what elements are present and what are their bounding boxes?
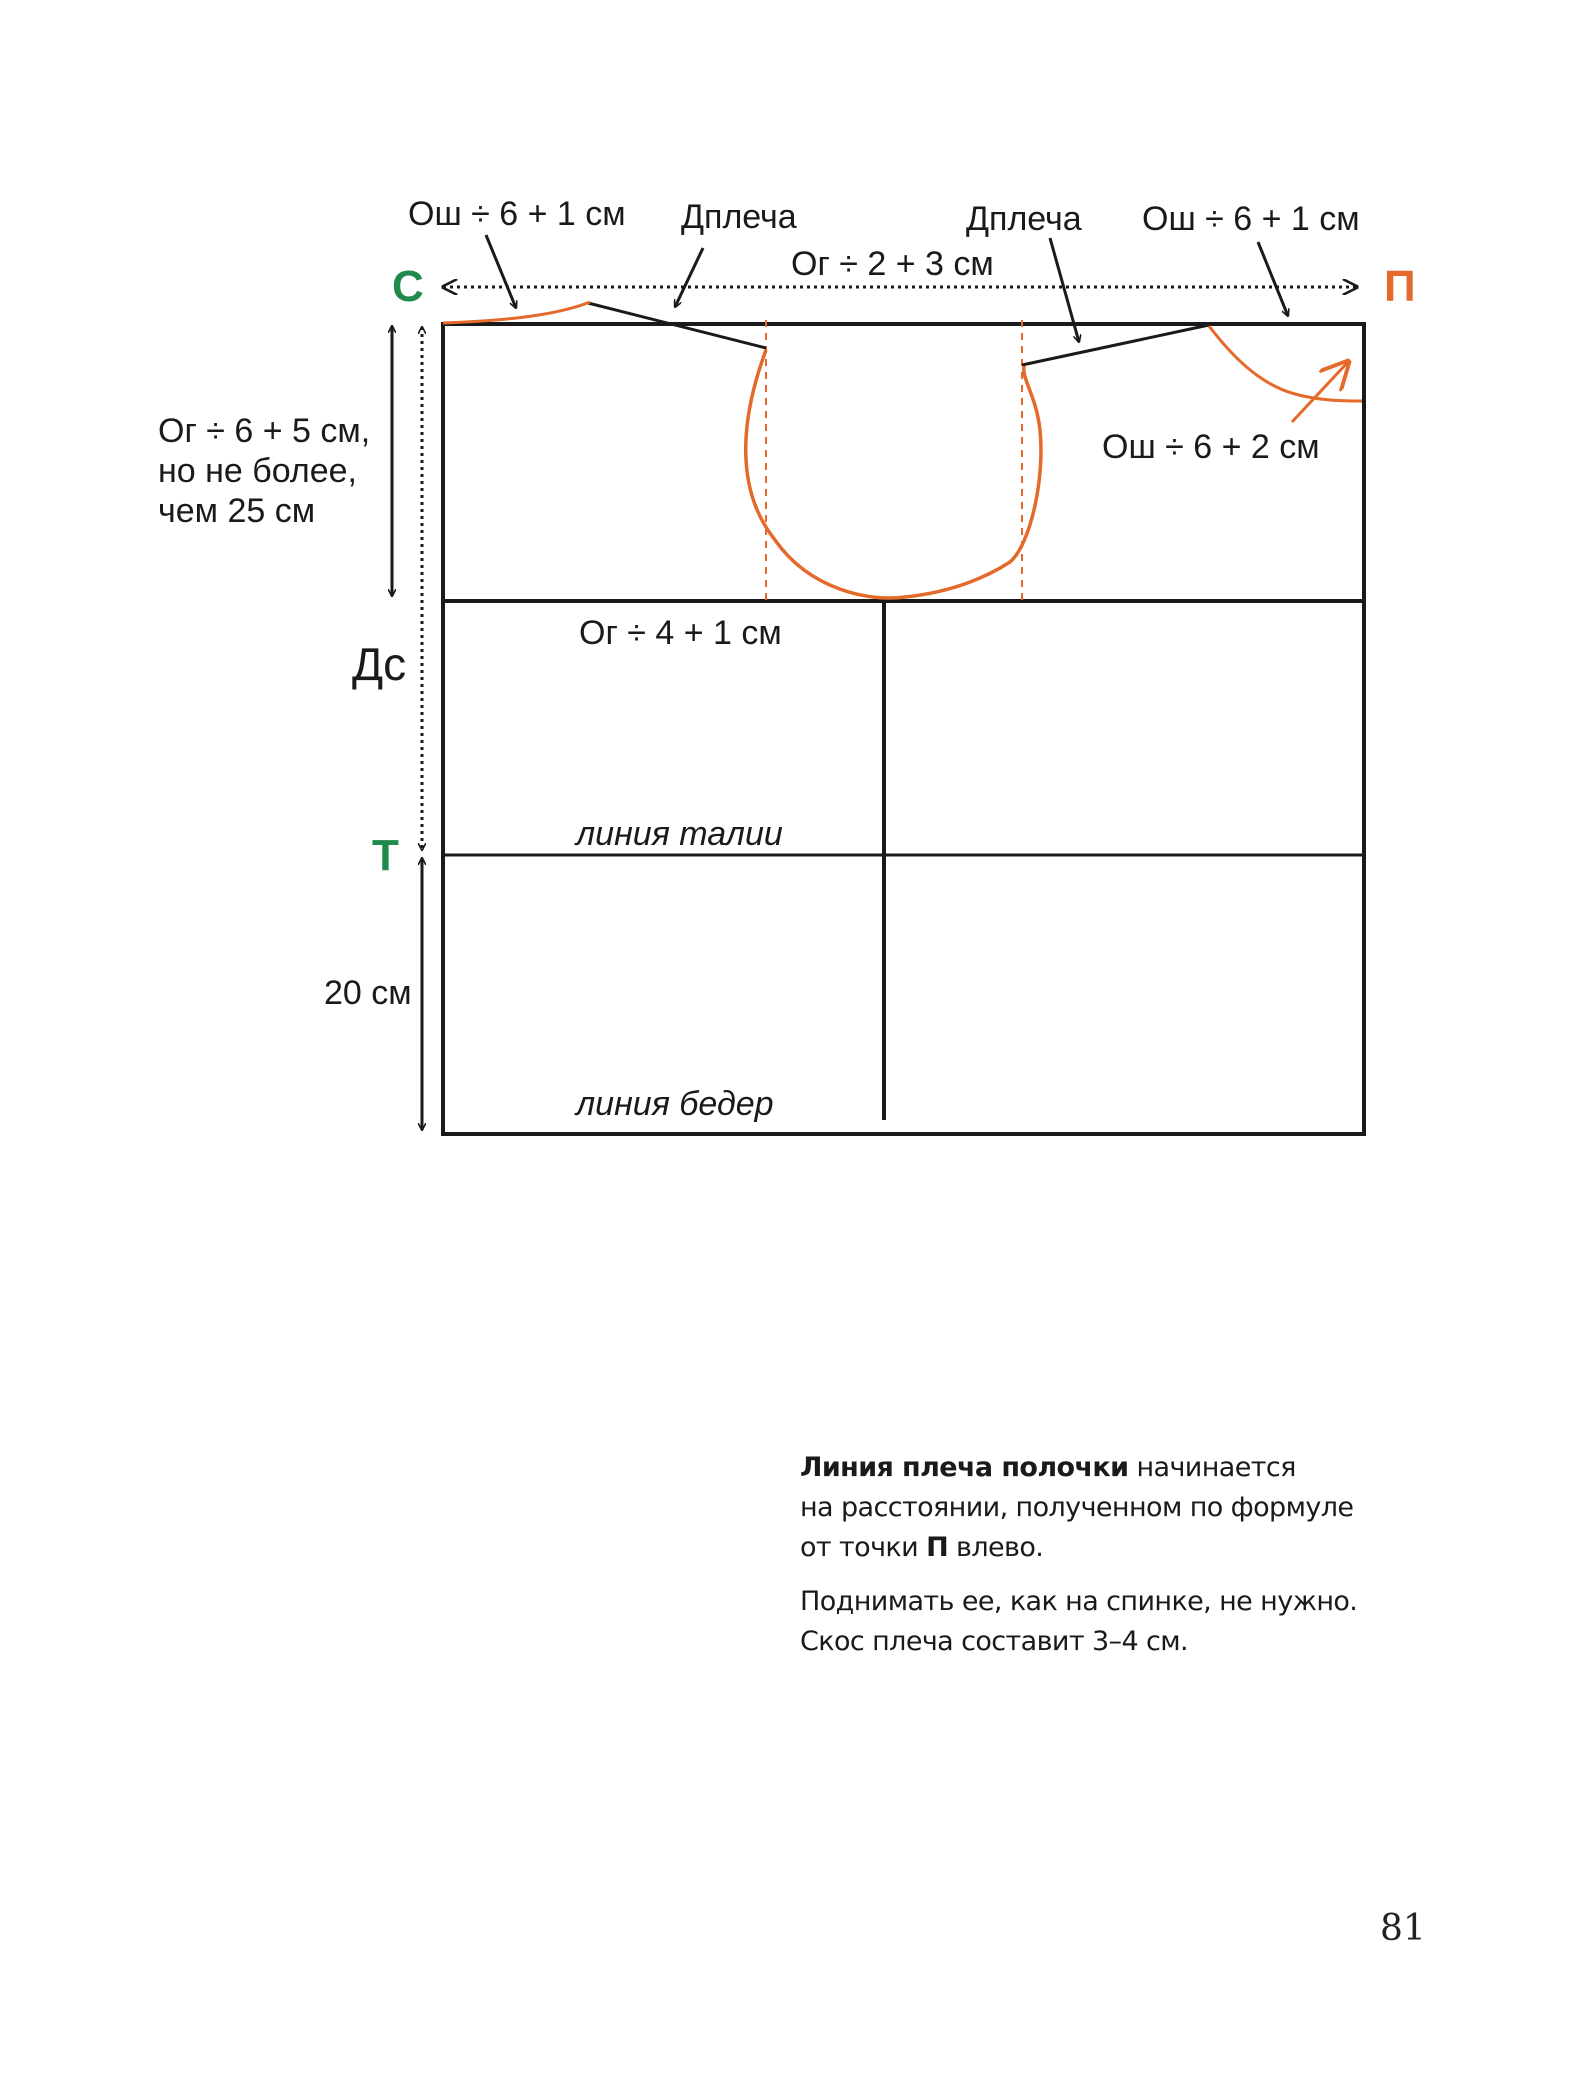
point-waist: Т (372, 831, 399, 880)
label-armhole-depth-2: но не более, (158, 452, 358, 490)
label-shoulder-length-front: Дплеча (966, 200, 1082, 238)
para1-line3-end: влево. (948, 1532, 1044, 1563)
para1-line1-rest: начинается (1128, 1452, 1296, 1483)
label-hip-line: линия бедер (576, 1085, 774, 1123)
label-back-width: Ог ÷ 4 + 1 см (579, 614, 782, 652)
front-neckline (1209, 326, 1362, 401)
point-back-center: С (392, 262, 424, 311)
label-shoulder-length-back: Дплеча (681, 198, 797, 236)
paragraph-shoulder-slope (800, 1582, 1360, 1662)
armhole-curve (746, 350, 1041, 598)
label-neck-width-front: Ош ÷ 6 + 1 см (1142, 200, 1360, 238)
para2-line1: Поднимать ее, как на спинке, не нужно. (800, 1586, 1358, 1617)
label-back-length: Дс (352, 638, 407, 690)
label-neck-width-back: Ош ÷ 6 + 1 см (408, 195, 626, 233)
para2-line2: Скос плеча составит 3–4 см. (800, 1626, 1188, 1657)
term-front-shoulder-line: Линия плеча полочки (800, 1452, 1129, 1483)
pointer-shoulder-back (675, 248, 703, 307)
front-neck-arrow (1292, 362, 1348, 422)
label-half-chest: Ог ÷ 2 + 3 см (791, 245, 994, 283)
label-neck-depth-front: Ош ÷ 6 + 2 см (1102, 428, 1320, 466)
page-number: 81 (1380, 1908, 1426, 1949)
label-waist-line: линия талии (576, 815, 783, 853)
explanation-text (800, 1448, 1360, 1676)
para1-point-reference: П (926, 1532, 949, 1563)
paragraph-shoulder-start (800, 1448, 1360, 1568)
label-hip-offset: 20 см (324, 974, 412, 1012)
label-armhole-depth-1: Ог ÷ 6 + 5 см, (158, 412, 371, 450)
para1-line3-start: от точки (800, 1532, 927, 1563)
pointer-neck-front (1258, 242, 1288, 316)
label-armhole-depth-3: чем 25 см (158, 492, 316, 530)
para1-line2: на расстоянии, полученном по формуле (800, 1492, 1354, 1523)
front-shoulder-line (1022, 325, 1209, 365)
pointer-neck-back (486, 235, 516, 308)
pointer-shoulder-front (1050, 238, 1079, 342)
back-neckline (443, 302, 590, 323)
point-front-center: П (1384, 262, 1416, 311)
